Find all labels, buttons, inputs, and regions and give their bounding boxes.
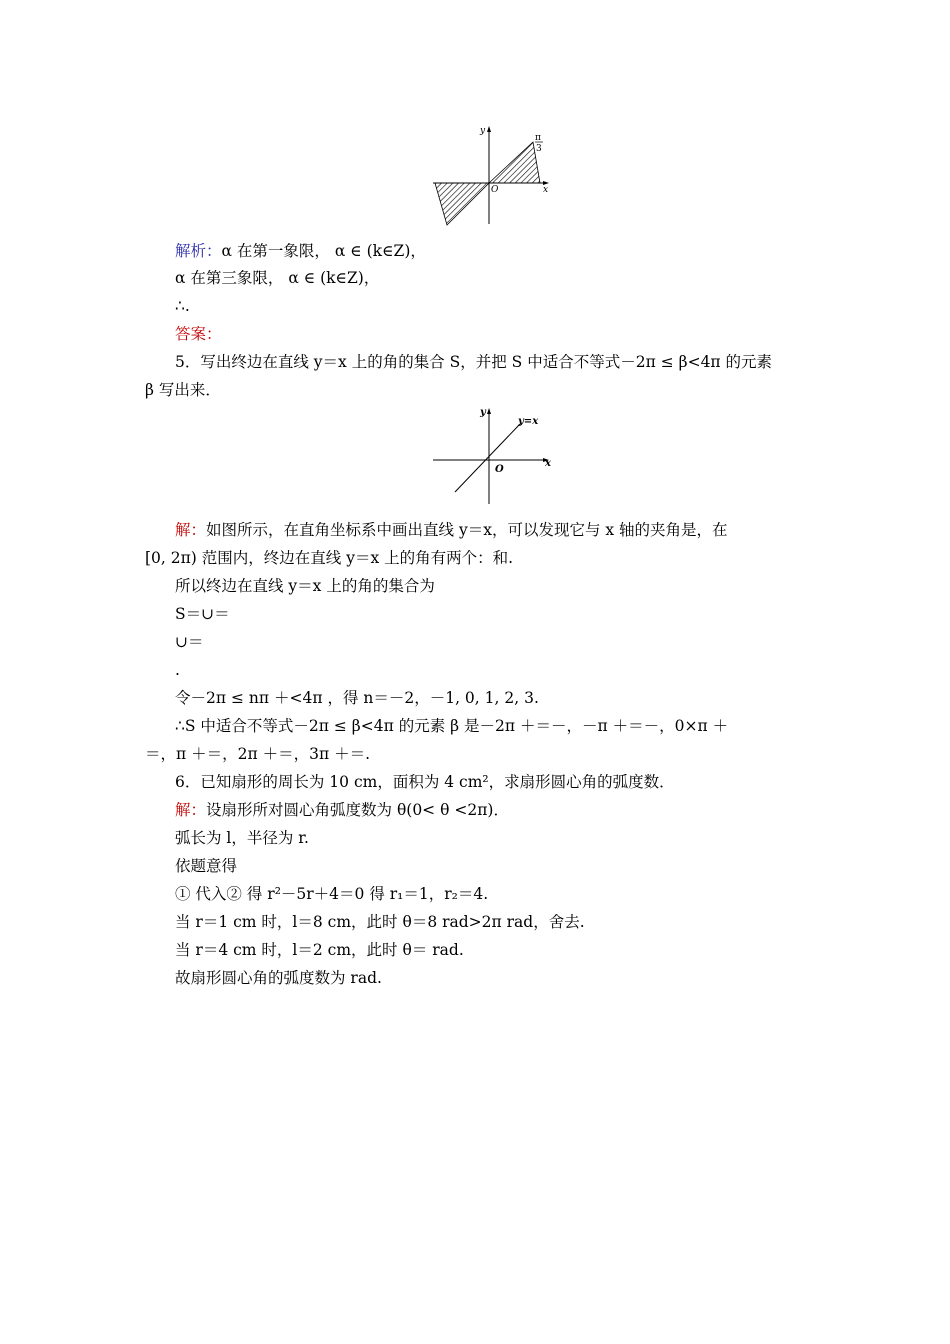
q6-solution-line6: 当 r＝4 cm 时，l＝2 cm，此时 θ＝ rad.	[175, 941, 464, 959]
q5-solution-line6: .	[175, 661, 180, 679]
y-axis-arrow	[487, 408, 491, 414]
angle-region-figure	[425, 120, 565, 230]
q5-prompt-line1: 5．写出终边在直线 y＝x 上的角的集合 S，并把 S 中适合不等式－2π ≤ β<4π 的元素	[175, 353, 773, 371]
x-axis-label: x	[545, 458, 551, 469]
q4-analysis-line2: α 在第三象限， α ∈ (k∈Z)，	[175, 269, 380, 287]
angle-label-numerator: π	[535, 133, 541, 143]
q5-solution-line8: ∴S 中适合不等式－2π ≤ β<4π 的元素 β 是－2π ＋＝－，－π ＋＝－，0×π ＋	[175, 717, 729, 735]
origin-label: O	[495, 464, 504, 475]
origin-label: O	[491, 185, 499, 195]
q4-analysis-line1	[175, 241, 426, 261]
shaded-region-first-quadrant	[489, 142, 540, 183]
q5-solution-text1: 如图所示，在直角坐标系中画出直线 y＝x，可以发现它与 x 轴的夹角是，在	[206, 521, 728, 539]
q5-prompt-line2: β 写出来．	[145, 381, 221, 399]
q5-solution-line9: ＝，π ＋＝，2π ＋＝，3π ＋＝.	[145, 745, 370, 763]
x-axis-label: x	[543, 185, 549, 195]
q6-prompt: 6．已知扇形的周长为 10 cm，面积为 4 cm²，求扇形圆心角的弧度数．	[175, 773, 675, 791]
q6-solution-text1: 设扇形所对圆心角弧度数为 θ(0< θ <2π)．	[206, 801, 509, 819]
line-label: y=x	[518, 416, 539, 427]
q5-solution-line7: 令－2π ≤ nπ ＋<4π ，得 n＝－2，－1, 0, 1, 2, 3.	[175, 689, 539, 707]
y-axis-label: y	[480, 126, 486, 136]
q4-therefore-line: ∴.	[175, 297, 190, 315]
q5-solution-line2: [0, 2π) 范围内，终边在直线 y＝x 上的角有两个：和.	[145, 549, 514, 567]
q4-analysis-text1: α 在第一象限， α ∈ (k∈Z)，	[221, 242, 426, 260]
q6-solution-line3: 依题意得	[175, 857, 238, 875]
q6-solution-line1	[175, 800, 509, 820]
q5-solution-line4: S＝∪＝	[175, 605, 230, 623]
line-y-equals-x	[455, 424, 520, 492]
q5-solution-line3: 所以终边在直线 y＝x 上的角的集合为	[175, 577, 435, 595]
solution-label: 解：	[175, 521, 207, 539]
y-axis-arrow	[487, 126, 491, 132]
answer-label: 答案：	[175, 325, 222, 343]
y-axis-label: y	[480, 407, 486, 418]
q6-solution-line5: 当 r＝1 cm 时，l＝8 cm，此时 θ＝8 rad>2π rad，舍去.	[175, 913, 585, 931]
line-y-equals-x-figure	[425, 402, 565, 512]
angle-label-denominator: 3	[536, 144, 542, 154]
q6-solution-line2: 弧长为 l，半径为 r.	[175, 829, 309, 847]
q5-solution-line1	[175, 520, 728, 540]
solution-label: 解：	[175, 801, 207, 819]
q6-solution-line7: 故扇形圆心角的弧度数为 rad.	[175, 969, 382, 987]
q6-solution-line4: ① 代入② 得 r²－5r＋4＝0 得 r₁＝1，r₂＝4.	[175, 885, 489, 903]
shaded-region-third-quadrant	[435, 183, 489, 225]
analysis-label: 解析：	[175, 242, 222, 260]
q5-solution-line5: ∪＝	[175, 633, 204, 651]
